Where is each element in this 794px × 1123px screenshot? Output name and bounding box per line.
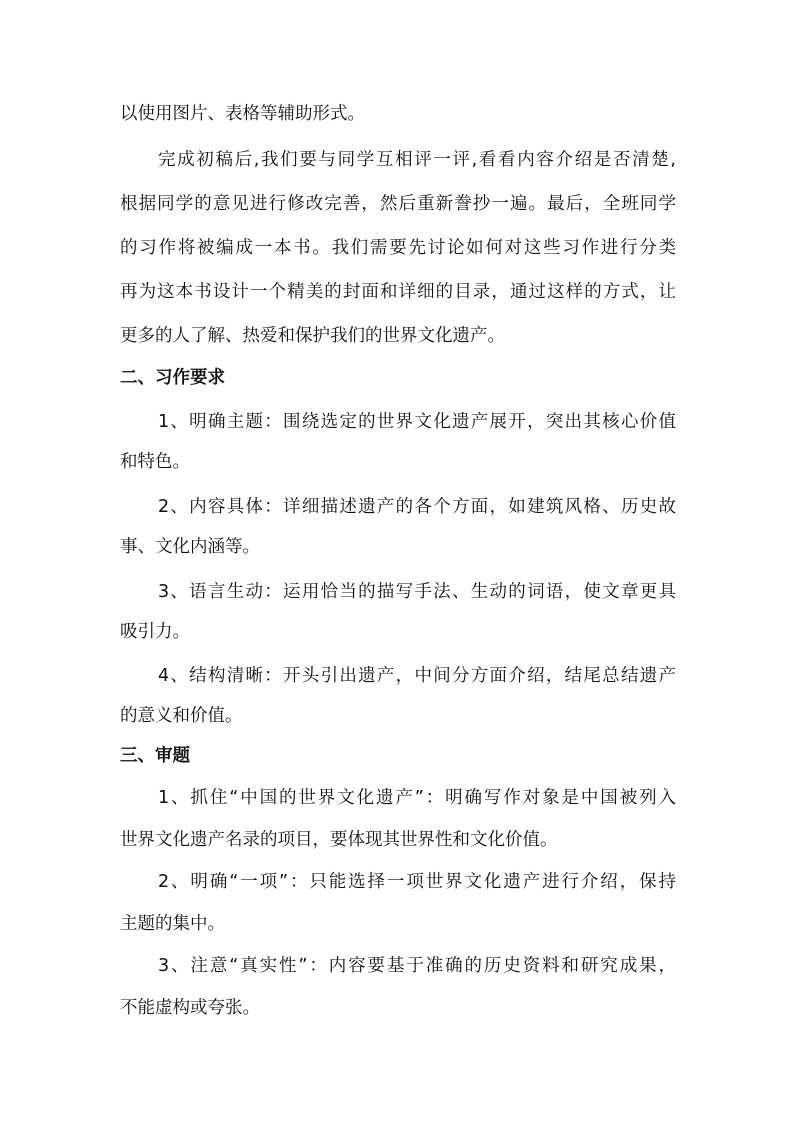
list-item-line: 的意义和价值。 <box>120 706 243 726</box>
section-heading: 三、审题 <box>120 746 190 766</box>
list-item-line: 世界文化遗产名录的项目，要体现其世界性和文化价值。 <box>120 830 558 850</box>
list-item-line: 1、明确主题：围绕选定的世界文化遗产展开，突出其核心价值 <box>158 412 676 432</box>
list-item-line: 2、内容具体：详细描述遗产的各个方面，如建筑风格、历史故 <box>158 497 676 517</box>
list-item-line: 4、结构清晰：开头引出遗产，中间分方面介绍，结尾总结遗产 <box>158 666 676 686</box>
paragraph-line: 更多的人了解、热爱和保护我们的世界文化遗产。 <box>120 326 505 346</box>
list-item-line: 1、抓住“中国的世界文化遗产”：明确写作对象是中国被列入 <box>158 788 676 808</box>
list-item-line: 3、注意“真实性”：内容要基于准确的历史资料和研究成果， <box>158 956 676 976</box>
list-item-line: 和特色。 <box>120 452 190 472</box>
list-item-line: 主题的集中。 <box>120 914 225 934</box>
list-item-line: 吸引力。 <box>120 622 190 642</box>
list-item-line: 2、明确“一项”：只能选择一项世界文化遗产进行介绍，保持 <box>158 872 676 892</box>
list-item-line: 事、文化内涵等。 <box>120 537 260 557</box>
list-item-line: 不能虚构或夸张。 <box>120 998 260 1018</box>
paragraph-line: 完成初稿后,我们要与同学互相评一评,看看内容介绍是否清楚, <box>158 150 676 170</box>
section-heading: 二、习作要求 <box>120 368 225 388</box>
paragraph-line: 根据同学的意见进行修改完善，然后重新誊抄一遍。最后，全班同学 <box>120 194 676 214</box>
paragraph-line: 的习作将被编成一本书。我们需要先讨论如何对这些习作进行分类 <box>120 238 676 258</box>
paragraph-line: 再为这本书设计一个精美的封面和详细的目录，通过这样的方式，让 <box>120 282 676 302</box>
paragraph-line: 以使用图片、表格等辅助形式。 <box>120 104 365 124</box>
list-item-line: 3、语言生动：运用恰当的描写手法、生动的词语，使文章更具 <box>158 582 676 602</box>
